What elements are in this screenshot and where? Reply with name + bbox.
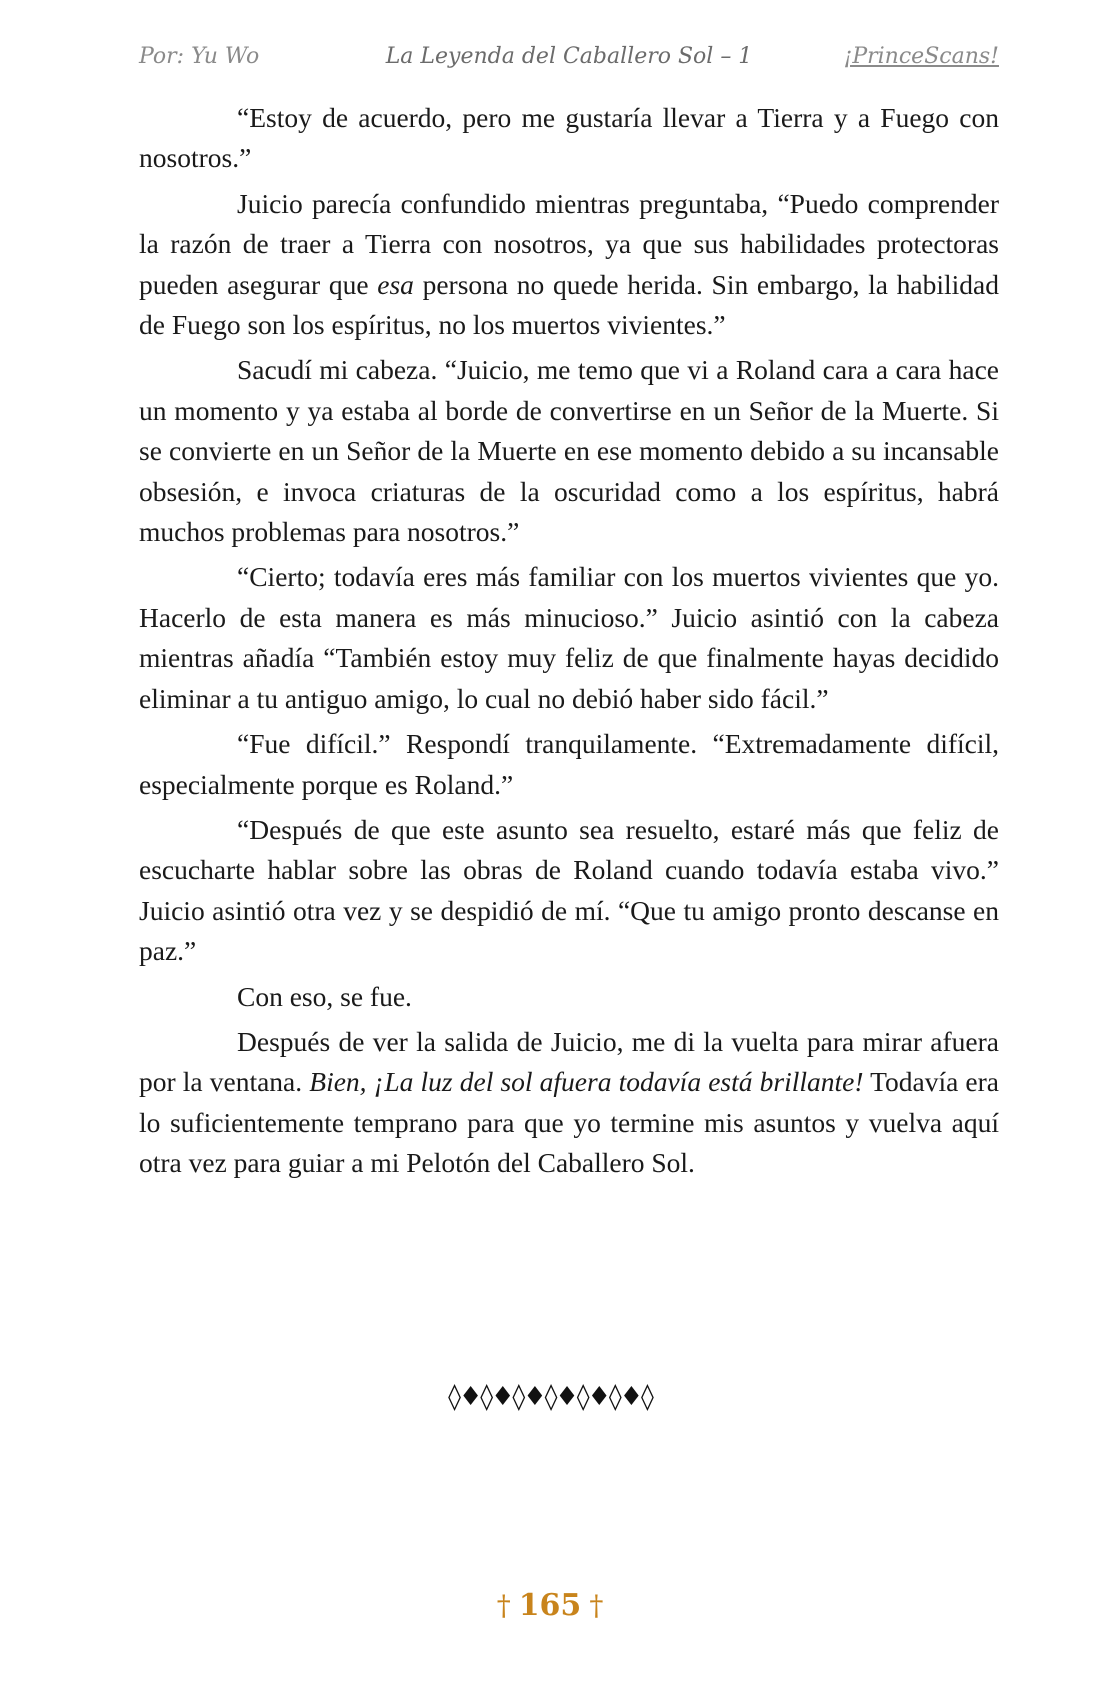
paragraph-1: “Estoy de acuerdo, pero me gustaría llevar a Tierra y a Fuego con nosotros.”: [139, 102, 999, 174]
paragraph-6: “Después de que este asunto sea resuelto, estaré más que feliz de escucharte hablar sobre las obras de Roland cuando todavía estaba vivo.” Juicio asintió otra vez y se despidió de mí. “Que tu amigo pronto descanse en paz.”: [139, 813, 999, 967]
section-separator: ◊♦◊♦◊♦◊♦◊♦◊♦◊: [448, 1382, 652, 1412]
header-book-title: La Leyenda del Caballero Sol – 1: [385, 44, 753, 69]
paragraph-7: Con eso, se fue.: [237, 980, 412, 1012]
header-scanlator-link[interactable]: ¡PrinceScans!: [843, 44, 999, 69]
paragraph-2-part-2: persona no quede herida. Sin embargo, la habilidad de Fuego son los espíritus, no los muertos vivientes.”: [139, 268, 999, 341]
header-author: Por: Yu Wo: [139, 44, 260, 69]
page-number: 165: [518, 1588, 582, 1623]
paragraph-3: Sacudí mi cabeza. “Juicio, me temo que vi a Roland cara a cara hace un momento y ya estaba al borde de convertirse en un Señor de la Muerte. Si se convierte en un Señor de la Muerte en ese momento debido a su incansable obsesión, e invoca criaturas de la oscuridad como a los espíritus, habrá muchos problemas para nosotros.”: [139, 354, 999, 548]
dagger-ornament-left-icon: †: [496, 1589, 511, 1622]
paragraph-8-italic: Bien, ¡La luz del sol afuera todavía está brillante!: [309, 1066, 864, 1098]
page-body: [139, 98, 999, 1189]
paragraph-8-part-1: Después de ver la salida de Juicio, me di la vuelta para mirar afuera por la ventana.: [139, 1025, 999, 1098]
dagger-ornament-right-icon: †: [589, 1589, 604, 1622]
paragraph-2-part-1: Juicio parecía confundido mientras preguntaba, “Puedo comprender la razón de traer a Tierra con nosotros, ya que sus habilidades protectoras pueden asegurar que: [139, 187, 999, 300]
page-header: [139, 40, 999, 80]
paragraph-8-part-2: Todavía era lo suficientemente temprano para que yo termine mis asuntos y vuelva aquí otra vez para guiar a mi Pelotón del Caballero Sol.: [139, 1066, 999, 1179]
paragraph-2: [139, 184, 999, 346]
paragraph-8: [139, 1022, 999, 1184]
paragraph-5: “Fue difícil.” Respondí tranquilamente. “Extremadamente difícil, especialmente porque es Roland.”: [139, 728, 999, 800]
page-footer: [0, 1588, 1100, 1623]
paragraph-4: “Cierto; todavía eres más familiar con los muertos vivientes que yo. Hacerlo de esta manera es más minucioso.” Juicio asintió con la cabeza mientras añadía “También estoy muy feliz de que finalmente hayas decidido eliminar a tu antiguo amigo, lo cual no debió haber sido fácil.”: [139, 561, 999, 714]
paragraph-2-italic: esa: [377, 268, 414, 300]
